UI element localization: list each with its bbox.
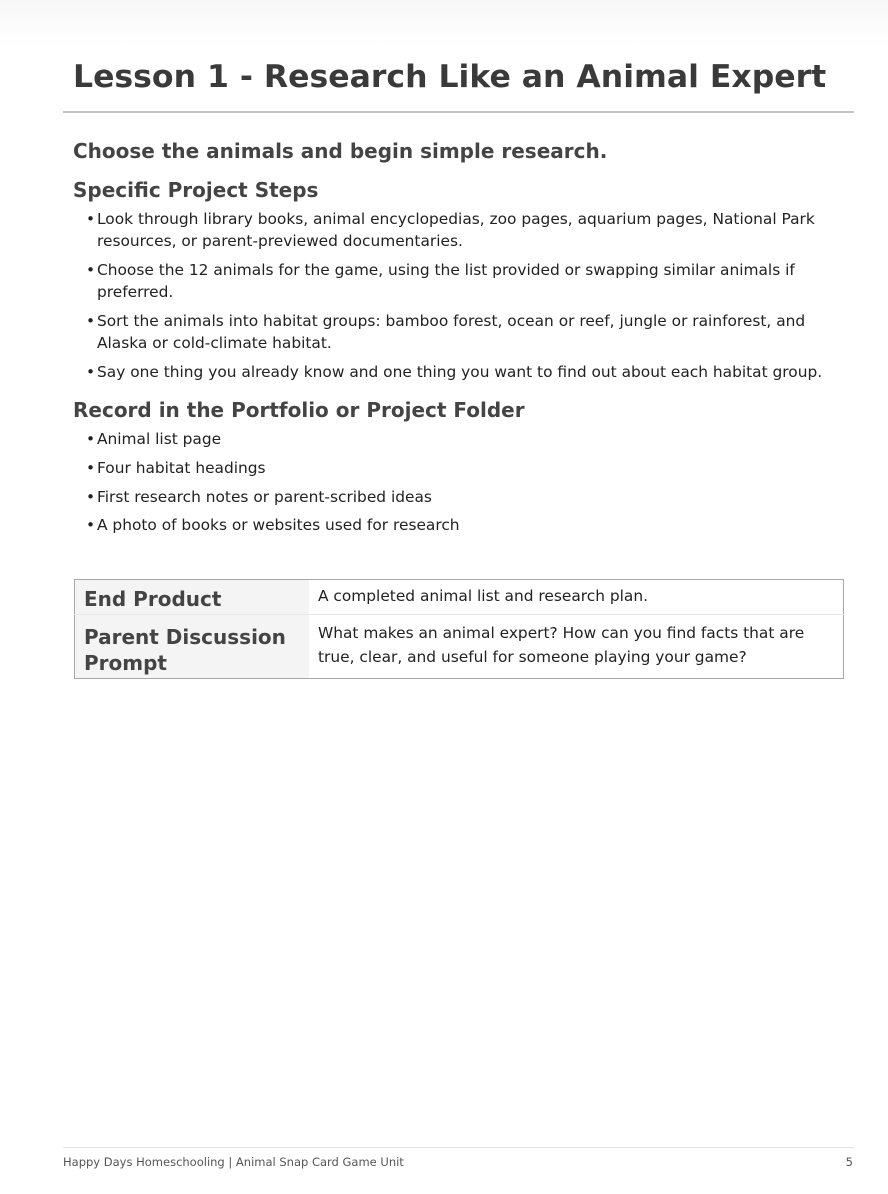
bullet-icon: •	[86, 430, 96, 448]
title-divider	[63, 111, 854, 113]
table-row	[75, 615, 844, 679]
bullet-icon: •	[86, 363, 96, 381]
steps-heading: Specific Project Steps	[73, 178, 319, 202]
bullet-icon: •	[86, 487, 96, 506]
discussion-prompt-value: What makes an animal expert? How can you find facts that are true, clear, and useful for someone playing your game?	[309, 615, 844, 679]
bullet-icon: •	[86, 458, 96, 477]
table-row	[75, 580, 844, 615]
page-title: Lesson 1 - Research Like an Animal Expert	[73, 59, 827, 95]
step-text: Sort the animals into habitat groups: bamboo forest, ocean or reef, jungle or rainforest, and Alaska or cold-climate habitat.	[97, 312, 806, 352]
footer-divider	[63, 1147, 854, 1148]
record-text: First research notes or parent-scribed ideas	[97, 487, 432, 506]
steps-list	[73, 208, 848, 383]
record-text: A photo of books or websites used for research	[97, 516, 460, 535]
discussion-prompt-label: Parent Discussion Prompt	[75, 615, 310, 679]
list-item	[86, 514, 848, 536]
bullet-icon: •	[86, 312, 96, 330]
end-product-value: A completed animal list and research plan.	[318, 587, 648, 605]
step-text: Say one thing you already know and one thing you want to find out about each habitat group.	[97, 363, 823, 381]
step-text: Look through library books, animal encyclopedias, zoo pages, aquarium pages, National Park resources, or parent-previewed documentaries.	[97, 210, 815, 250]
list-item	[86, 486, 848, 508]
record-heading: Record in the Portfolio or Project Folder	[73, 398, 525, 422]
end-product-label: End Product	[75, 580, 310, 615]
bullet-icon: •	[86, 516, 96, 535]
list-item	[86, 310, 848, 354]
step-text: Choose the 12 animals for the game, using the list provided or swapping similar animals if preferred.	[97, 261, 795, 301]
list-item	[86, 259, 848, 303]
lesson-subtitle: Choose the animals and begin simple research.	[73, 139, 608, 163]
list-item	[86, 457, 848, 479]
record-text: Four habitat headings	[97, 458, 266, 477]
list-item	[86, 361, 848, 383]
list-item	[86, 208, 848, 252]
list-item	[86, 428, 848, 450]
record-list	[73, 428, 848, 536]
record-text: Animal list page	[97, 430, 222, 448]
lesson-content	[73, 136, 848, 543]
page-number: 5	[845, 1155, 853, 1169]
footer-text: Happy Days Homeschooling | Animal Snap Card Game Unit	[63, 1155, 404, 1169]
page-top-shade	[0, 0, 888, 46]
bullet-icon: •	[86, 261, 96, 279]
bullet-icon: •	[86, 210, 96, 228]
summary-table	[74, 579, 844, 679]
